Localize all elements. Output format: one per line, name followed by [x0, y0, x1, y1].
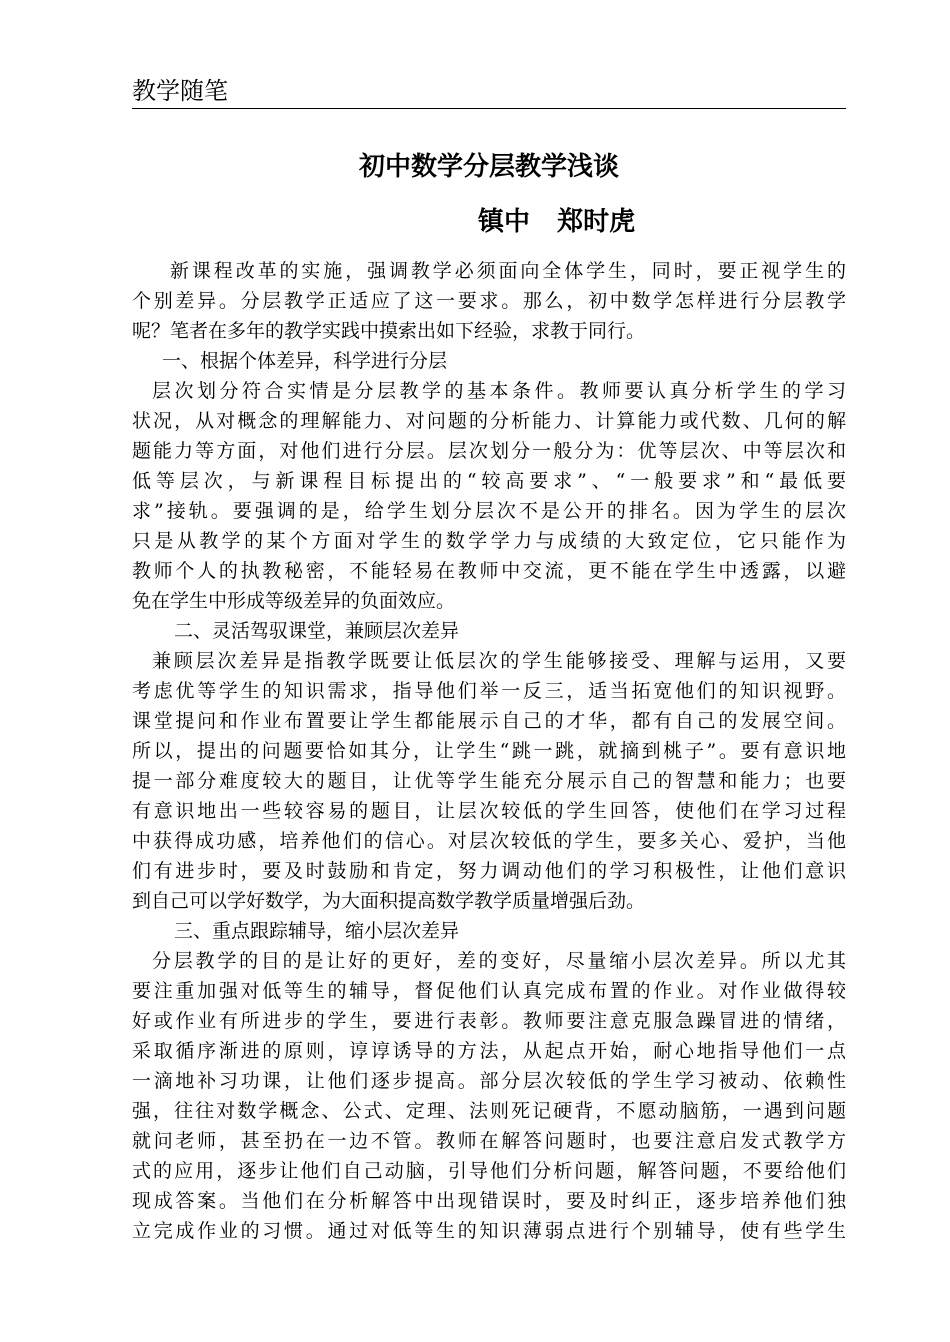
article-body: [132, 256, 846, 1246]
intro-line: 个别差异。分层教学正适应了这一要求。那么，初中数学怎样进行分层教学: [132, 290, 846, 312]
paragraph-line: 要注重加强对低等生的辅导，督促他们认真完成布置的作业。对作业做得较: [132, 980, 846, 1002]
paragraph-line: 只是从教学的某个方面对学生的数学学力与成绩的大致定位，它只能作为: [132, 530, 846, 552]
paragraph-line: 们有进步时，要及时鼓励和肯定，努力调动他们的学习积极性，让他们意识: [132, 860, 846, 882]
section-heading: 三、重点跟踪辅导，缩小层次差异: [174, 920, 460, 942]
paragraph-line: 立完成作业的习惯。通过对低等生的知识薄弱点进行个别辅导，使有些学生: [132, 1220, 846, 1242]
paragraph-line: 题能力等方面，对他们进行分层。层次划分一般分为：优等层次、中等层次和: [132, 440, 846, 462]
paragraph-line: 低等层次，与新课程目标提出的“较高要求”、“一般要求”和“最低要: [132, 470, 846, 492]
paragraph-line: 层次划分符合实情是分层教学的基本条件。教师要认真分析学生的学习: [152, 380, 846, 402]
paragraph-line: 求”接轨。要强调的是，给学生划分层次不是公开的排名。因为学生的层次: [132, 500, 846, 522]
article-title: 初中数学分层教学浅谈: [358, 152, 619, 182]
paragraph-line: 现成答案。当他们在分析解答中出现错误时，要及时纠正，逐步培养他们独: [132, 1190, 846, 1212]
paragraph-line: 教师个人的执教秘密，不能轻易在教师中交流，更不能在学生中透露，以避: [132, 560, 846, 582]
paragraph-line: 好或作业有所进步的学生，要进行表彰。教师要注意克服急躁冒进的情绪，: [132, 1010, 846, 1032]
article-author: 镇中 郑时虎: [478, 207, 636, 237]
paragraph-line: 提一部分难度较大的题目，让优等学生能充分展示自己的智慧和能力；也要: [132, 770, 846, 792]
section-heading: 二、灵活驾驭课堂，兼顾层次差异: [174, 620, 460, 642]
paragraph-line: 到自己可以学好数学，为大面积提高数学教学质量增强后劲。: [132, 890, 646, 912]
paragraph-line: 免在学生中形成等级差异的负面效应。: [132, 590, 456, 612]
section-heading: 一、根据个体差异，科学进行分层: [162, 350, 448, 372]
header-label: 教学随笔: [132, 77, 228, 105]
paragraph-line: 强，往往对数学概念、公式、定理、法则死记硬背，不愿动脑筋，一遇到问题: [132, 1100, 846, 1122]
page-header: [132, 76, 846, 109]
paragraph-line: 考虑优等学生的知识需求，指导他们举一反三，适当拓宽他们的知识视野。: [132, 680, 846, 702]
paragraph-line: 一滴地补习功课，让他们逐步提高。部分层次较低的学生学习被动、依赖性: [132, 1070, 846, 1092]
paragraph-line: 所以，提出的问题要恰如其分，让学生“跳一跳，就摘到桃子”。要有意识地: [132, 740, 846, 762]
intro-line: 呢？笔者在多年的教学实践中摸索出如下经验，求教于同行。: [132, 320, 646, 342]
paragraph-line: 中获得成功感，培养他们的信心。对层次较低的学生，要多关心、爱护，当他: [132, 830, 846, 852]
paragraph-line: 分层教学的目的是让好的更好，差的变好，尽量缩小层次差异。所以尤其: [152, 950, 846, 972]
paragraph-line: 就问老师，甚至扔在一边不管。教师在解答问题时，也要注意启发式教学方: [132, 1130, 846, 1152]
paragraph-line: 状况，从对概念的理解能力、对问题的分析能力、计算能力或代数、几何的解: [132, 410, 846, 432]
paragraph-line: 有意识地出一些较容易的题目，让层次较低的学生回答，使他们在学习过程: [132, 800, 846, 822]
paragraph-line: 采取循序渐进的原则，谆谆诱导的方法，从起点开始，耐心地指导他们一点: [132, 1040, 846, 1062]
paragraph-line: 课堂提问和作业布置要让学生都能展示自己的才华，都有自己的发展空间。: [132, 710, 846, 732]
paragraph-line: 式的应用，逐步让他们自己动脑，引导他们分析问题，解答问题，不要给他们: [132, 1160, 846, 1182]
intro-line: 新课程改革的实施，强调教学必须面向全体学生，同时，要正视学生的: [170, 260, 846, 282]
paragraph-line: 兼顾层次差异是指教学既要让低层次的学生能够接受、理解与运用，又要: [152, 650, 846, 672]
